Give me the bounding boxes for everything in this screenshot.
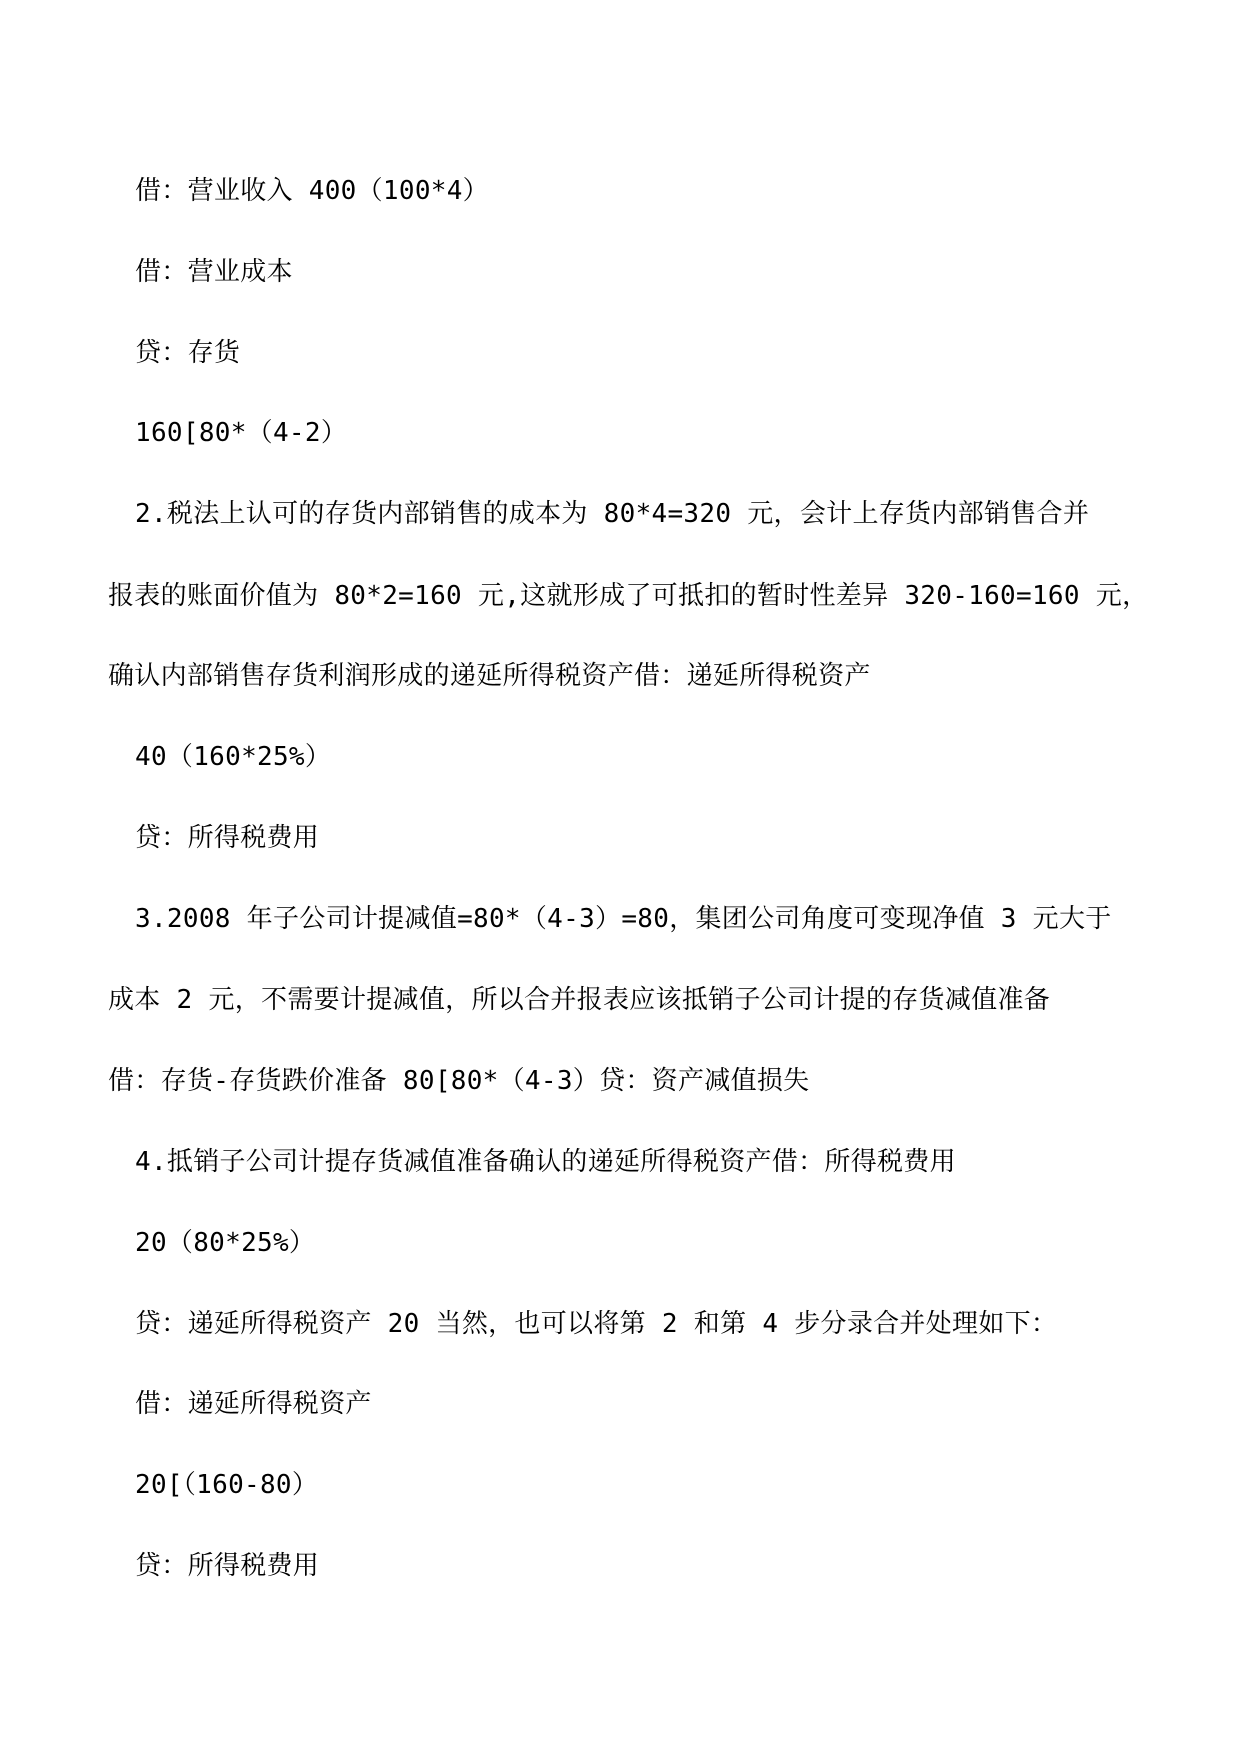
text-line: 贷：所得税费用 bbox=[135, 823, 320, 853]
text-line: 贷：递延所得税资产 20 当然，也可以将第 2 和第 4 步分录合并处理如下： bbox=[135, 1309, 1058, 1339]
text-line: 贷：所得税费用 bbox=[135, 1551, 320, 1581]
text-line: 报表的账面价值为 80*2=160 元,这就形成了可抵扣的暂时性差异 320-160=160 元， bbox=[108, 581, 1149, 611]
text-line: 40（160*25%） bbox=[135, 742, 332, 772]
text-line: 借：营业收入 400（100*4） bbox=[135, 176, 489, 206]
text-line: 借：存货-存货跌价准备 80[80*（4-3）贷：资产减值损失 bbox=[108, 1066, 810, 1096]
text-line: 2.税法上认可的存货内部销售的成本为 80*4=320 元，会计上存货内部销售合并 bbox=[135, 499, 1090, 529]
text-line: 4.抵销子公司计提存货减值准备确认的递延所得税资产借：所得税费用 bbox=[135, 1147, 956, 1177]
text-line: 3.2008 年子公司计提减值=80*（4-3）=80，集团公司角度可变现净值 3 元大于 bbox=[135, 904, 1112, 934]
text-line: 贷：存货 bbox=[135, 338, 241, 368]
text-line: 20[（160-80） bbox=[135, 1470, 319, 1500]
text-line: 确认内部销售存货利润形成的递延所得税资产借：递延所得税资产 bbox=[108, 661, 871, 691]
text-line: 借：递延所得税资产 bbox=[135, 1389, 372, 1419]
text-line: 160[80*（4-2） bbox=[135, 418, 348, 448]
text-line: 成本 2 元，不需要计提减值，所以合并报表应该抵销子公司计提的存货减值准备 bbox=[108, 985, 1051, 1015]
text-line: 20（80*25%） bbox=[135, 1228, 316, 1258]
text-line: 借：营业成本 bbox=[135, 257, 293, 287]
